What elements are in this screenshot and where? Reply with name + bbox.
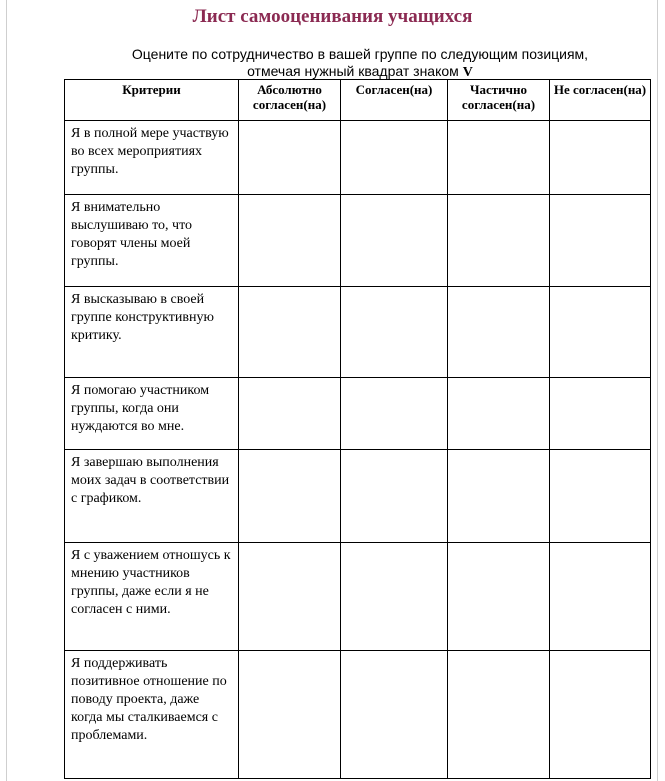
self-assessment-table [64, 79, 651, 779]
table-row [65, 651, 651, 779]
fully-agree-checkbox[interactable] [239, 287, 341, 378]
page-title: Лист самооценивания учащихся [192, 6, 473, 27]
instruction-line-2-text: отмечая нужный квадрат знаком [247, 63, 459, 79]
partially-agree-checkbox[interactable] [448, 287, 550, 378]
instruction-text [60, 46, 660, 81]
table-row [65, 450, 651, 543]
disagree-checkbox[interactable] [550, 651, 651, 779]
fully-agree-checkbox[interactable] [239, 195, 341, 287]
fully-agree-checkbox[interactable] [239, 450, 341, 543]
partially-agree-checkbox[interactable] [448, 651, 550, 779]
header-agree: Согласен(на) [341, 80, 448, 121]
page-border-left [6, 0, 7, 781]
header-partially-agree: Частично согласен(на) [448, 80, 550, 121]
criterion-cell: Я помогаю участником группы, когда они нуждаются во мне. [65, 378, 239, 450]
criterion-cell: Я с уважением отношусь к мнению участников группы, даже если я не согласен с ними. [65, 543, 239, 651]
header-fully-agree: Абсолютно согласен(на) [239, 80, 341, 121]
header-criteria: Критерии [65, 80, 239, 121]
agree-checkbox[interactable] [341, 195, 448, 287]
agree-checkbox[interactable] [341, 651, 448, 779]
disagree-checkbox[interactable] [550, 378, 651, 450]
table-row [65, 287, 651, 378]
header-disagree: Не согласен(на) [550, 80, 651, 121]
agree-checkbox[interactable] [341, 121, 448, 195]
agree-checkbox[interactable] [341, 287, 448, 378]
disagree-checkbox[interactable] [550, 450, 651, 543]
disagree-checkbox[interactable] [550, 121, 651, 195]
agree-checkbox[interactable] [341, 378, 448, 450]
criterion-cell: Я высказываю в своей группе конструктивную критику. [65, 287, 239, 378]
fully-agree-checkbox[interactable] [239, 651, 341, 779]
table-row [65, 543, 651, 651]
partially-agree-checkbox[interactable] [448, 195, 550, 287]
disagree-checkbox[interactable] [550, 195, 651, 287]
agree-checkbox[interactable] [341, 543, 448, 651]
criterion-cell: Я в полной мере участвую во всех мероприятиях группы. [65, 121, 239, 195]
agree-checkbox[interactable] [341, 450, 448, 543]
table-header-row [65, 80, 651, 121]
fully-agree-checkbox[interactable] [239, 378, 341, 450]
criterion-cell: Я поддерживать позитивное отношение по поводу проекта, даже когда мы сталкиваемся с проблемами. [65, 651, 239, 779]
instruction-line-1: Оцените по сотрудничество в вашей группе по следующим позициям, [131, 46, 589, 62]
disagree-checkbox[interactable] [550, 543, 651, 651]
table-row [65, 121, 651, 195]
check-mark-symbol: V [462, 65, 473, 80]
table-row [65, 378, 651, 450]
table-row [65, 195, 651, 287]
criterion-cell: Я завершаю выполнения моих задач в соответствии с графиком. [65, 450, 239, 543]
fully-agree-checkbox[interactable] [239, 121, 341, 195]
partially-agree-checkbox[interactable] [448, 450, 550, 543]
disagree-checkbox[interactable] [550, 287, 651, 378]
fully-agree-checkbox[interactable] [239, 543, 341, 651]
partially-agree-checkbox[interactable] [448, 543, 550, 651]
partially-agree-checkbox[interactable] [448, 378, 550, 450]
criterion-cell: Я внимательно выслушиваю то, что говорят члены моей группы. [65, 195, 239, 287]
partially-agree-checkbox[interactable] [448, 121, 550, 195]
page-border-right [657, 0, 658, 781]
